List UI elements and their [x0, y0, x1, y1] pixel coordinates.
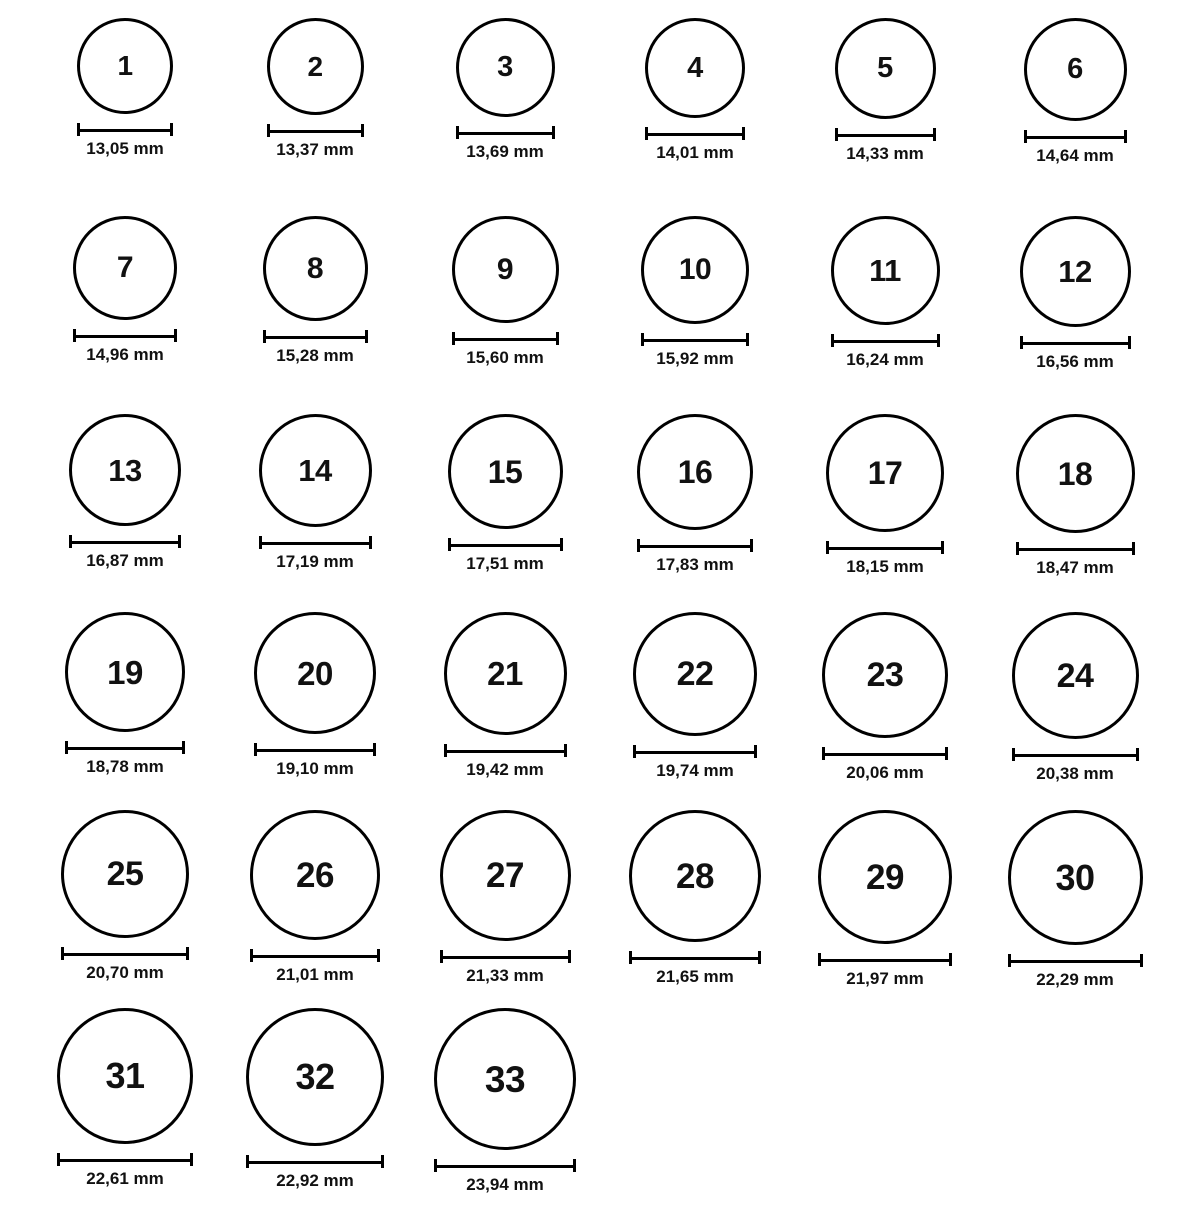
measure-tick-left-icon — [831, 334, 834, 347]
ring-circle — [250, 810, 380, 940]
measure-bar-icon — [434, 1159, 576, 1171]
measure-tick-right-icon — [945, 747, 948, 760]
diameter-measure — [448, 538, 563, 572]
ring-size-cell — [220, 612, 410, 810]
measure-bar-icon — [1016, 542, 1135, 554]
diameter-label: 18,15 mm — [846, 557, 924, 576]
measure-tick-left-icon — [645, 127, 648, 140]
measure-tick-left-icon — [452, 332, 455, 345]
measure-bar-icon — [826, 541, 944, 553]
ring-size-cell — [410, 612, 600, 810]
measure-tick-left-icon — [434, 1159, 437, 1172]
diameter-measure — [267, 124, 364, 158]
ring-size-number: 13 — [108, 452, 142, 488]
diameter-measure — [65, 741, 185, 775]
ring-size-cell — [980, 810, 1170, 1008]
measure-tick-left-icon — [254, 743, 257, 756]
measure-bar-icon — [1020, 336, 1131, 348]
diameter-measure — [831, 334, 940, 368]
measure-tick-right-icon — [1132, 542, 1135, 555]
measure-bar-icon — [645, 127, 745, 139]
measure-tick-left-icon — [629, 951, 632, 964]
measure-bar-icon — [1008, 954, 1143, 966]
ring-size-cell — [30, 612, 220, 810]
measure-bar-icon — [440, 950, 571, 962]
ring-circle — [1016, 414, 1135, 533]
diameter-label: 21,33 mm — [466, 966, 544, 985]
ring-circle — [77, 18, 173, 114]
ring-size-number: 1 — [117, 50, 133, 81]
measure-tick-right-icon — [170, 123, 173, 136]
diameter-measure — [633, 745, 757, 779]
diameter-measure — [641, 333, 749, 367]
ring-size-cell — [980, 414, 1170, 612]
measure-bar-icon — [1012, 748, 1139, 760]
diameter-measure — [818, 953, 952, 987]
ring-circle — [826, 414, 944, 532]
measure-tick-right-icon — [373, 743, 376, 756]
ring-circle — [1024, 18, 1127, 121]
ring-size-number: 6 — [1067, 53, 1083, 85]
ring-size-cell — [790, 216, 980, 414]
ring-size-number: 5 — [877, 52, 893, 84]
measure-tick-right-icon — [746, 333, 749, 346]
ring-size-cell — [220, 216, 410, 414]
measure-bar-icon — [69, 535, 181, 547]
measure-tick-right-icon — [949, 953, 952, 966]
ring-size-number: 16 — [677, 454, 713, 490]
ring-size-number: 3 — [497, 51, 513, 83]
diameter-label: 19,74 mm — [656, 761, 734, 780]
ring-circle — [1020, 216, 1131, 327]
diameter-label: 15,92 mm — [656, 349, 734, 368]
ring-size-number: 20 — [297, 654, 333, 692]
ring-size-number: 15 — [487, 453, 523, 490]
measure-tick-right-icon — [564, 744, 567, 757]
diameter-measure — [637, 539, 753, 573]
diameter-label: 22,92 mm — [276, 1171, 354, 1190]
diameter-label: 17,51 mm — [466, 554, 544, 573]
ring-size-number: 7 — [116, 251, 134, 284]
measure-tick-left-icon — [250, 949, 253, 962]
measure-tick-right-icon — [182, 741, 185, 754]
measure-tick-left-icon — [444, 744, 447, 757]
ring-size-number: 17 — [867, 455, 903, 491]
measure-bar-icon — [73, 329, 177, 341]
diameter-measure — [263, 330, 368, 364]
ring-size-cell — [790, 414, 980, 612]
measure-tick-left-icon — [641, 333, 644, 346]
diameter-label: 16,87 mm — [86, 551, 164, 570]
ring-circle — [254, 612, 376, 734]
diameter-label: 17,83 mm — [656, 555, 734, 574]
measure-tick-right-icon — [1140, 954, 1143, 967]
diameter-measure — [57, 1153, 193, 1187]
measure-bar-icon — [641, 333, 749, 345]
diameter-label: 14,01 mm — [656, 143, 734, 162]
diameter-measure — [1016, 542, 1135, 576]
diameter-label: 14,33 mm — [846, 144, 924, 163]
ring-circle — [633, 612, 757, 736]
ring-size-number: 21 — [487, 655, 523, 692]
ring-size-cell — [600, 810, 790, 1008]
diameter-measure — [629, 951, 761, 985]
measure-tick-left-icon — [1020, 336, 1023, 349]
measure-tick-right-icon — [1128, 336, 1131, 349]
ring-circle — [69, 414, 181, 526]
ring-size-cell — [30, 1008, 220, 1206]
measure-tick-left-icon — [637, 539, 640, 552]
ring-size-number: 22 — [676, 655, 714, 693]
measure-tick-left-icon — [633, 745, 636, 758]
diameter-measure — [1008, 954, 1143, 988]
ring-circle — [831, 216, 940, 325]
measure-tick-left-icon — [69, 535, 72, 548]
diameter-label: 15,60 mm — [466, 348, 544, 367]
ring-size-number: 27 — [486, 856, 524, 895]
ring-circle — [73, 216, 177, 320]
ring-size-number: 19 — [107, 653, 143, 691]
measure-tick-left-icon — [259, 536, 262, 549]
measure-tick-left-icon — [1016, 542, 1019, 555]
measure-bar-icon — [259, 536, 372, 548]
diameter-measure — [440, 950, 571, 984]
diameter-label: 19,10 mm — [276, 759, 354, 778]
diameter-label: 13,05 mm — [86, 139, 164, 158]
measure-tick-right-icon — [377, 949, 380, 962]
ring-size-cell — [980, 216, 1170, 414]
measure-bar-icon — [448, 538, 563, 550]
ring-circle — [61, 810, 189, 938]
diameter-measure — [69, 535, 181, 569]
measure-bar-icon — [77, 123, 173, 135]
measure-bar-icon — [452, 332, 559, 344]
diameter-measure — [61, 947, 189, 981]
diameter-measure — [452, 332, 559, 366]
ring-size-cell — [220, 1008, 410, 1206]
ring-size-cell — [600, 216, 790, 414]
ring-size-cell — [980, 612, 1170, 810]
diameter-measure — [1012, 748, 1139, 782]
ring-size-number: 11 — [869, 253, 901, 288]
ring-size-number: 29 — [866, 857, 904, 897]
ring-circle — [645, 18, 745, 118]
ring-size-cell — [410, 810, 600, 1008]
diameter-measure — [77, 123, 173, 157]
ring-circle — [452, 216, 559, 323]
measure-bar-icon — [629, 951, 761, 963]
ring-size-number: 23 — [866, 656, 904, 694]
ring-circle — [818, 810, 952, 944]
ring-circle — [1012, 612, 1139, 739]
ring-circle — [1008, 810, 1143, 945]
ring-size-number: 24 — [1056, 656, 1094, 695]
measure-tick-left-icon — [263, 330, 266, 343]
measure-tick-left-icon — [1024, 130, 1027, 143]
diameter-label: 13,37 mm — [276, 140, 354, 159]
diameter-measure — [456, 126, 555, 160]
diameter-measure — [444, 744, 567, 778]
diameter-measure — [822, 747, 948, 781]
diameter-label: 14,96 mm — [86, 345, 164, 364]
diameter-measure — [254, 743, 376, 777]
measure-tick-left-icon — [822, 747, 825, 760]
measure-tick-left-icon — [1012, 748, 1015, 761]
ring-size-cell — [790, 18, 980, 216]
ring-size-cell — [220, 18, 410, 216]
measure-tick-right-icon — [178, 535, 181, 548]
ring-circle — [456, 18, 555, 117]
ring-circle — [444, 612, 567, 735]
measure-bar-icon — [57, 1153, 193, 1165]
measure-tick-left-icon — [440, 950, 443, 963]
measure-bar-icon — [250, 949, 380, 961]
ring-size-number: 10 — [678, 253, 712, 286]
measure-tick-right-icon — [742, 127, 745, 140]
measure-bar-icon — [456, 126, 555, 138]
measure-tick-right-icon — [758, 951, 761, 964]
ring-size-number: 30 — [1055, 856, 1095, 898]
measure-bar-icon — [246, 1155, 384, 1167]
ring-circle — [267, 18, 364, 115]
measure-bar-icon — [637, 539, 753, 551]
measure-tick-left-icon — [73, 329, 76, 342]
ring-circle — [440, 810, 571, 941]
ring-size-cell — [30, 810, 220, 1008]
ring-size-number: 33 — [484, 1058, 526, 1100]
ring-circle — [263, 216, 368, 321]
diameter-label: 15,28 mm — [276, 346, 354, 365]
measure-tick-left-icon — [835, 128, 838, 141]
diameter-measure — [645, 127, 745, 161]
measure-bar-icon — [65, 741, 185, 753]
diameter-label: 21,97 mm — [846, 969, 924, 988]
measure-tick-left-icon — [1008, 954, 1011, 967]
measure-tick-left-icon — [61, 947, 64, 960]
diameter-label: 23,94 mm — [466, 1175, 544, 1194]
measure-bar-icon — [822, 747, 948, 759]
ring-size-number: 14 — [298, 453, 332, 488]
measure-tick-left-icon — [826, 541, 829, 554]
ring-size-number: 18 — [1057, 455, 1093, 492]
diameter-label: 20,38 mm — [1036, 764, 1114, 783]
diameter-measure — [1024, 130, 1127, 164]
ring-size-number: 2 — [307, 50, 323, 82]
measure-bar-icon — [835, 128, 936, 140]
ring-circle — [57, 1008, 193, 1144]
measure-tick-right-icon — [560, 538, 563, 551]
diameter-measure — [73, 329, 177, 363]
measure-tick-left-icon — [818, 953, 821, 966]
ring-circle — [629, 810, 761, 942]
ring-size-number: 26 — [296, 855, 334, 895]
diameter-label: 18,47 mm — [1036, 558, 1114, 577]
ring-circle — [65, 612, 185, 732]
measure-tick-right-icon — [361, 124, 364, 137]
ring-size-cell — [410, 18, 600, 216]
ring-size-cell — [410, 1008, 600, 1206]
measure-tick-right-icon — [1136, 748, 1139, 761]
ring-size-cell — [30, 18, 220, 216]
ring-circle — [434, 1008, 576, 1150]
ring-size-number: 28 — [676, 856, 714, 896]
diameter-label: 21,01 mm — [276, 965, 354, 984]
measure-tick-right-icon — [750, 539, 753, 552]
measure-tick-right-icon — [174, 329, 177, 342]
diameter-measure — [826, 541, 944, 575]
measure-tick-right-icon — [937, 334, 940, 347]
ring-size-cell — [790, 612, 980, 810]
ring-size-cell — [30, 414, 220, 612]
diameter-label: 21,65 mm — [656, 967, 734, 986]
measure-tick-right-icon — [754, 745, 757, 758]
ring-circle — [641, 216, 749, 324]
measure-tick-right-icon — [556, 332, 559, 345]
measure-tick-left-icon — [57, 1153, 60, 1166]
measure-bar-icon — [1024, 130, 1127, 142]
measure-tick-right-icon — [186, 947, 189, 960]
measure-bar-icon — [818, 953, 952, 965]
ring-size-cell — [220, 414, 410, 612]
ring-circle — [448, 414, 563, 529]
diameter-label: 22,29 mm — [1036, 970, 1114, 989]
ring-size-cell — [980, 18, 1170, 216]
measure-tick-left-icon — [448, 538, 451, 551]
diameter-measure — [1020, 336, 1131, 370]
ring-size-grid — [30, 18, 1170, 1206]
diameter-label: 16,24 mm — [846, 350, 924, 369]
ring-size-cell — [600, 612, 790, 810]
measure-tick-left-icon — [456, 126, 459, 139]
diameter-label: 20,70 mm — [86, 963, 164, 982]
measure-bar-icon — [61, 947, 189, 959]
diameter-label: 20,06 mm — [846, 763, 924, 782]
measure-tick-right-icon — [568, 950, 571, 963]
ring-size-number: 25 — [106, 855, 144, 893]
ring-size-cell — [30, 216, 220, 414]
diameter-measure — [835, 128, 936, 162]
measure-tick-left-icon — [246, 1155, 249, 1168]
diameter-measure — [250, 949, 380, 983]
ring-circle — [637, 414, 753, 530]
measure-tick-left-icon — [267, 124, 270, 137]
ring-size-cell — [600, 18, 790, 216]
ring-size-number: 4 — [687, 51, 703, 84]
ring-size-cell — [410, 414, 600, 612]
diameter-measure — [246, 1155, 384, 1189]
diameter-label: 13,69 mm — [466, 142, 544, 161]
diameter-label: 17,19 mm — [276, 552, 354, 571]
ring-circle — [835, 18, 936, 119]
ring-size-cell — [600, 414, 790, 612]
measure-bar-icon — [263, 330, 368, 342]
ring-circle — [246, 1008, 384, 1146]
diameter-label: 14,64 mm — [1036, 146, 1114, 165]
measure-tick-right-icon — [573, 1159, 576, 1172]
measure-tick-right-icon — [381, 1155, 384, 1168]
measure-tick-right-icon — [1124, 130, 1127, 143]
ring-size-cell — [220, 810, 410, 1008]
measure-tick-right-icon — [365, 330, 368, 343]
diameter-label: 16,56 mm — [1036, 352, 1114, 371]
measure-bar-icon — [633, 745, 757, 757]
ring-size-cell — [790, 810, 980, 1008]
ring-circle — [259, 414, 372, 527]
diameter-label: 19,42 mm — [466, 760, 544, 779]
measure-tick-right-icon — [369, 536, 372, 549]
measure-tick-left-icon — [77, 123, 80, 136]
diameter-label: 18,78 mm — [86, 757, 164, 776]
ring-size-number: 9 — [496, 252, 514, 286]
measure-tick-right-icon — [933, 128, 936, 141]
ring-size-number: 32 — [295, 1056, 335, 1097]
ring-size-number: 31 — [105, 1055, 145, 1096]
diameter-label: 22,61 mm — [86, 1169, 164, 1188]
ring-size-cell — [410, 216, 600, 414]
ring-size-number: 8 — [306, 251, 324, 285]
measure-tick-right-icon — [552, 126, 555, 139]
measure-bar-icon — [831, 334, 940, 346]
measure-tick-right-icon — [190, 1153, 193, 1166]
measure-bar-icon — [444, 744, 567, 756]
measure-tick-left-icon — [65, 741, 68, 754]
diameter-measure — [434, 1159, 576, 1193]
measure-tick-right-icon — [941, 541, 944, 554]
ring-circle — [822, 612, 948, 738]
diameter-measure — [259, 536, 372, 570]
measure-bar-icon — [267, 124, 364, 136]
measure-bar-icon — [254, 743, 376, 755]
ring-size-number: 12 — [1058, 254, 1092, 289]
